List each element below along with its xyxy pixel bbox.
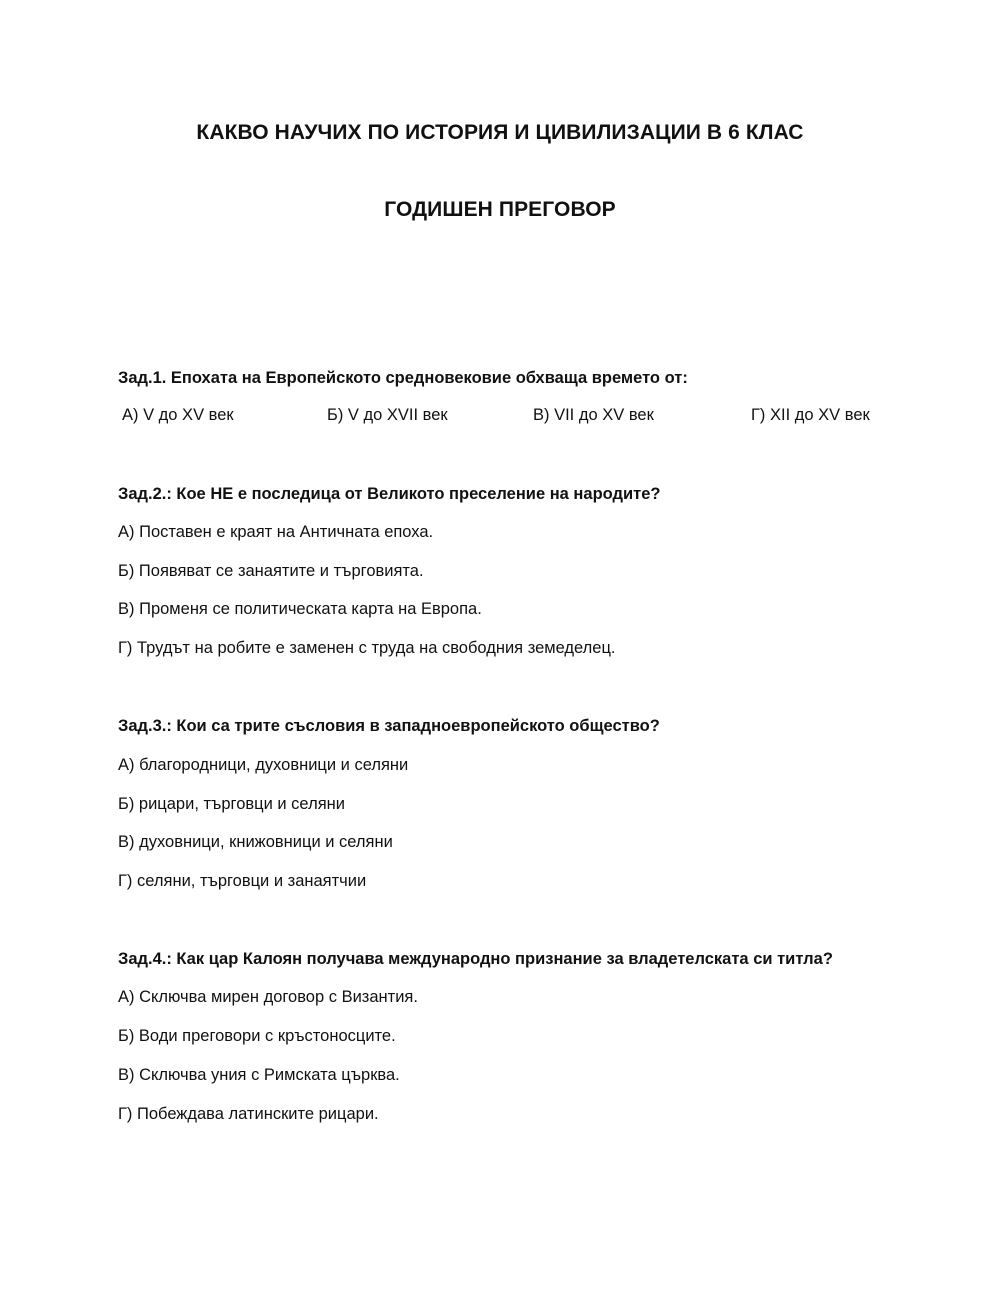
task-3-option-c[interactable]: В) духовници, книжовници и селяни (118, 833, 393, 851)
task-1-option-d[interactable]: Г) XII до XV век (751, 406, 870, 424)
page-title: КАКВО НАУЧИХ ПО ИСТОРИЯ И ЦИВИЛИЗАЦИИ В 6 КЛАС (196, 121, 804, 144)
task-4-option-a[interactable]: А) Сключва мирен договор с Византия. (118, 988, 418, 1006)
task-3-option-d[interactable]: Г) селяни, търговци и занаятчии (118, 872, 367, 890)
task-1-option-c[interactable]: В) VII до XV век (533, 406, 654, 424)
task-1-question: Зад.1. Епохата на Европейското средновековие обхваща времето от: (118, 369, 688, 387)
task-1-option-a[interactable]: А) V до XV век (122, 406, 234, 424)
task-2-option-b[interactable]: Б) Появяват се занаятите и търговията. (118, 562, 424, 580)
task-1-option-b[interactable]: Б) V до XVII век (327, 406, 448, 424)
page-subtitle: ГОДИШЕН ПРЕГОВОР (384, 198, 616, 221)
task-3-question: Зад.3.: Кои са трите съсловия в западноевропейското общество? (118, 717, 660, 735)
task-4-option-c[interactable]: В) Сключва уния с Римската църква. (118, 1066, 400, 1084)
task-2-question: Зад.2.: Кое НЕ е последица от Великото преселение на народите? (118, 485, 661, 503)
task-2-option-c[interactable]: В) Променя се политическата карта на Европа. (118, 600, 482, 618)
task-4-option-d[interactable]: Г) Побеждава латинските рицари. (118, 1105, 379, 1123)
task-4-question: Зад.4.: Как цар Калоян получава международно признание за владетелската си титла? (118, 950, 833, 968)
task-2-option-a[interactable]: А) Поставен е краят на Античната епоха. (118, 523, 434, 541)
task-2-option-d[interactable]: Г) Трудът на робите е заменен с труда на свободния земеделец. (118, 639, 616, 657)
task-4-option-b[interactable]: Б) Води преговори с кръстоносците. (118, 1027, 396, 1045)
task-3-option-a[interactable]: А) благородници, духовници и селяни (118, 756, 409, 774)
task-3-option-b[interactable]: Б) рицари, търговци и селяни (118, 795, 345, 813)
